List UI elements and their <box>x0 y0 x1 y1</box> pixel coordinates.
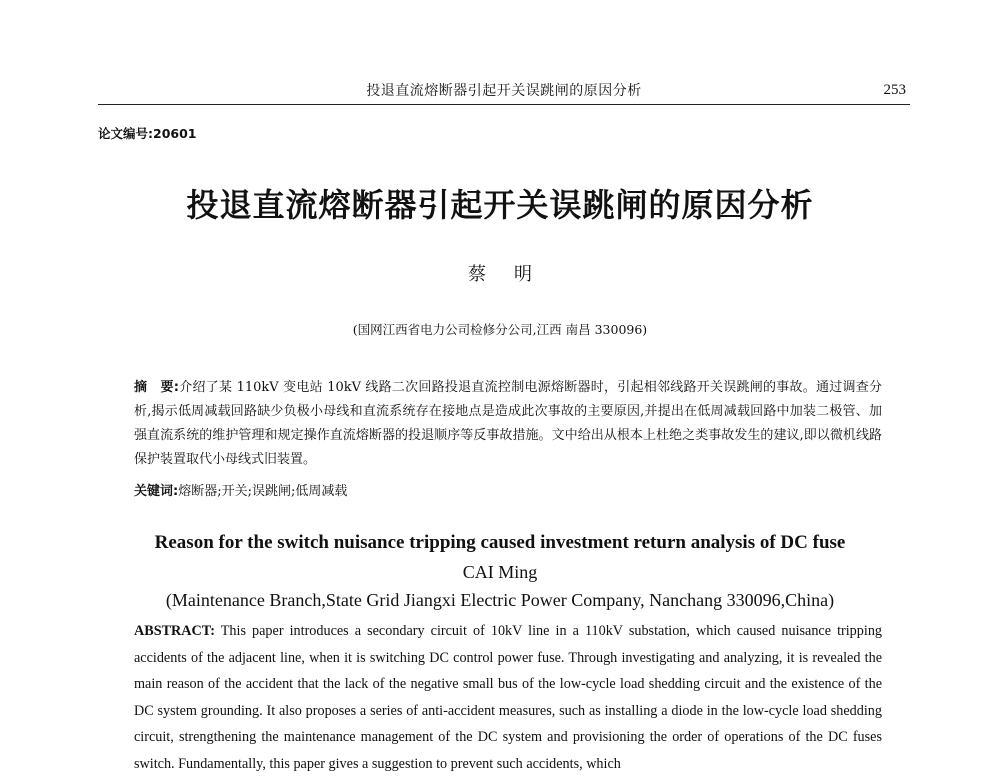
article-number-value: 20601 <box>153 126 197 141</box>
article-number-label: 论文编号: <box>98 126 153 141</box>
abstract-cn-label: 摘 要: <box>134 380 179 395</box>
keywords-cn <box>134 480 882 504</box>
article-number <box>98 124 197 142</box>
abstract-cn <box>134 376 882 472</box>
abstract-cn-text: 介绍了某 110kV 变电站 10kV 线路二次回路投退直流控制电源熔断器时，引起相邻线路开关误跳闸的事故。通过调查分析,揭示低周减载回路缺少负极小母线和直流系统存在接地点是造成此次事故的主要原因,并提出在低周减载回路中加装二极管、加强直流系统的维护管理和规定操作直流熔断器的投退顺序等反事故措施。文中给出从根本上杜绝之类事故发生的建议,即以微机线路保护装置取代小母线式旧装置。 <box>134 380 883 467</box>
paper-title-en: Reason for the switch nuisance tripping caused investment return analysis of DC fuse <box>154 532 846 553</box>
paper-title-cn: 投退直流熔断器引起开关误跳闸的原因分析 <box>186 186 814 224</box>
affiliation-cn: (国网江西省电力公司检修分公司,江西 南昌 330096) <box>352 322 648 337</box>
abstract-en-text: This paper introduces a secondary circuit of 10kV line in a 110kV substation, which caused nuisance tripping accidents of the adjacent line, when it is switching DC control power fuse. Through investigating and analyzing, it is revealed the main reason of the accident that the lack of the negative small bus of the low-cycle load shedding circuit and the existence of the DC system grounding. It also proposes a series of anti-accident measures, such as installing a diode in the low-cycle load shedding circuit, strengthening the maintenance management of the DC system and provisioning the order of operations of the DC fuses switch. Fundamentally, this paper gives a suggestion to prevent such accidents, which <box>134 623 883 772</box>
keywords-cn-label: 关键词: <box>134 484 179 499</box>
page-number: 253 <box>883 82 906 98</box>
abstract-en-label: ABSTRACT: <box>134 623 215 639</box>
abstract-en <box>134 618 882 777</box>
author-name-en: CAI Ming <box>462 562 538 582</box>
affiliation-en: (Maintenance Branch,State Grid Jiangxi Electric Power Company, Nanchang 330096,China) <box>165 590 835 610</box>
running-header <box>98 74 910 105</box>
author-name-cn: 蔡明 <box>468 264 560 285</box>
running-title: 投退直流熔断器引起开关误跳闸的原因分析 <box>366 83 642 99</box>
keywords-cn-text: 熔断器;开关;误跳闸;低周减载 <box>178 484 348 499</box>
